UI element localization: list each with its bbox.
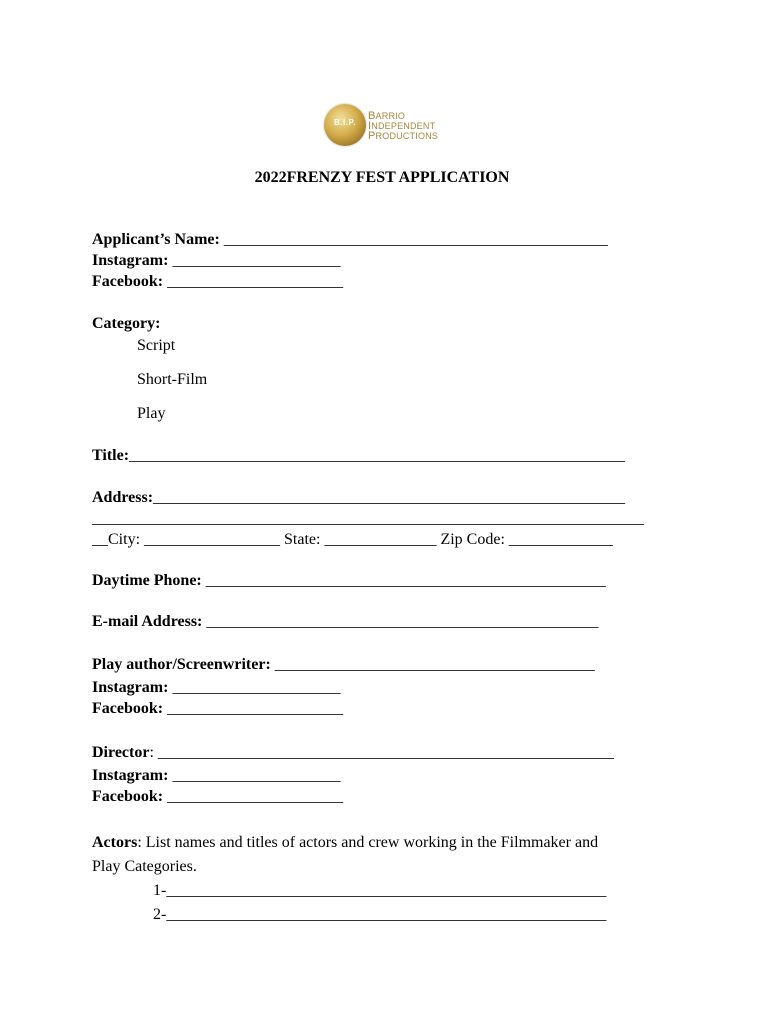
email-field[interactable] — [92, 612, 598, 632]
actor-line-1[interactable]: 1-_______________________________________________________ — [153, 882, 607, 899]
author-facebook-field[interactable] — [92, 699, 343, 719]
logo-wordmark — [368, 111, 438, 141]
author-facebook-label: Facebook: — [92, 700, 164, 717]
applicant-name-field[interactable] — [92, 230, 608, 250]
director-label: Director — [92, 744, 150, 761]
actors-description — [92, 833, 598, 853]
logo-emblem — [324, 104, 366, 146]
category-option-short-film[interactable]: Short-Film — [137, 371, 208, 388]
director-facebook-label: Facebook: — [92, 788, 164, 805]
actors-desc-line-1: : List names and titles of actors and crew working in the Filmmaker and — [137, 834, 599, 851]
author-instagram-label: Instagram: — [92, 679, 169, 696]
actor-line-2[interactable]: 2-_______________________________________________________ — [153, 906, 607, 923]
address-blank[interactable]: ___________________________________________________________ — [153, 489, 626, 506]
applicant-name-label: Applicant’s Name: — [92, 231, 220, 248]
author-field[interactable] — [92, 655, 595, 675]
applicant-instagram-label: Instagram: — [92, 252, 169, 269]
form-title: 2022FRENZY FEST APPLICATION — [254, 169, 510, 186]
applicant-facebook-field[interactable] — [92, 272, 343, 292]
daytime-phone-label: Daytime Phone: — [92, 572, 202, 589]
director-facebook-field[interactable] — [92, 787, 343, 807]
director-instagram-blank[interactable]: _____________________ — [168, 767, 341, 784]
email-blank[interactable]: _________________________________________________ — [202, 613, 599, 630]
city-state-zip-line[interactable]: __City: _________________ State: ______________ Zip Code: _____________ — [92, 531, 613, 548]
director-blank[interactable]: : _________________________________________________________ — [149, 744, 614, 761]
author-blank[interactable]: ________________________________________ — [270, 656, 595, 673]
logo-initials: B.I.P. — [334, 118, 356, 127]
author-facebook-blank[interactable]: ______________________ — [163, 700, 344, 717]
director-instagram-label: Instagram: — [92, 767, 169, 784]
author-instagram-blank[interactable]: _____________________ — [168, 679, 341, 696]
address-field[interactable] — [92, 488, 625, 508]
title-blank[interactable]: ______________________________________________________________ — [129, 447, 626, 464]
director-instagram-field[interactable] — [92, 766, 340, 786]
category-option-play[interactable]: Play — [137, 405, 166, 422]
director-facebook-blank[interactable]: ______________________ — [163, 788, 344, 805]
category-option-script[interactable]: Script — [137, 337, 176, 354]
director-field[interactable] — [92, 743, 614, 763]
actors-label: Actors — [92, 834, 138, 851]
email-label: E-mail Address: — [92, 613, 203, 630]
actors-desc-line-2: Play Categories. — [92, 858, 197, 875]
applicant-facebook-label: Facebook: — [92, 273, 164, 290]
author-label: Play author/Screenwriter: — [92, 656, 271, 673]
logo-line-2: INDEPENDENT — [368, 120, 436, 132]
applicant-name-blank[interactable]: ________________________________________________ — [219, 231, 608, 248]
applicant-instagram-field[interactable] — [92, 251, 340, 271]
title-field[interactable] — [92, 446, 625, 466]
applicant-facebook-blank[interactable]: ______________________ — [163, 273, 344, 290]
address-label: Address: — [92, 489, 154, 506]
title-label: Title: — [92, 447, 130, 464]
author-instagram-field[interactable] — [92, 678, 340, 698]
daytime-phone-blank[interactable]: __________________________________________________ — [201, 572, 606, 589]
daytime-phone-field[interactable] — [92, 571, 606, 591]
applicant-instagram-blank[interactable]: _____________________ — [168, 252, 341, 269]
category-label: Category: — [92, 315, 161, 332]
logo-line-1: BARRIO — [368, 110, 406, 122]
logo-line-3: PRODUCTIONS — [368, 130, 439, 142]
address-line-2[interactable]: _____________________________________________________________________ — [92, 510, 644, 527]
